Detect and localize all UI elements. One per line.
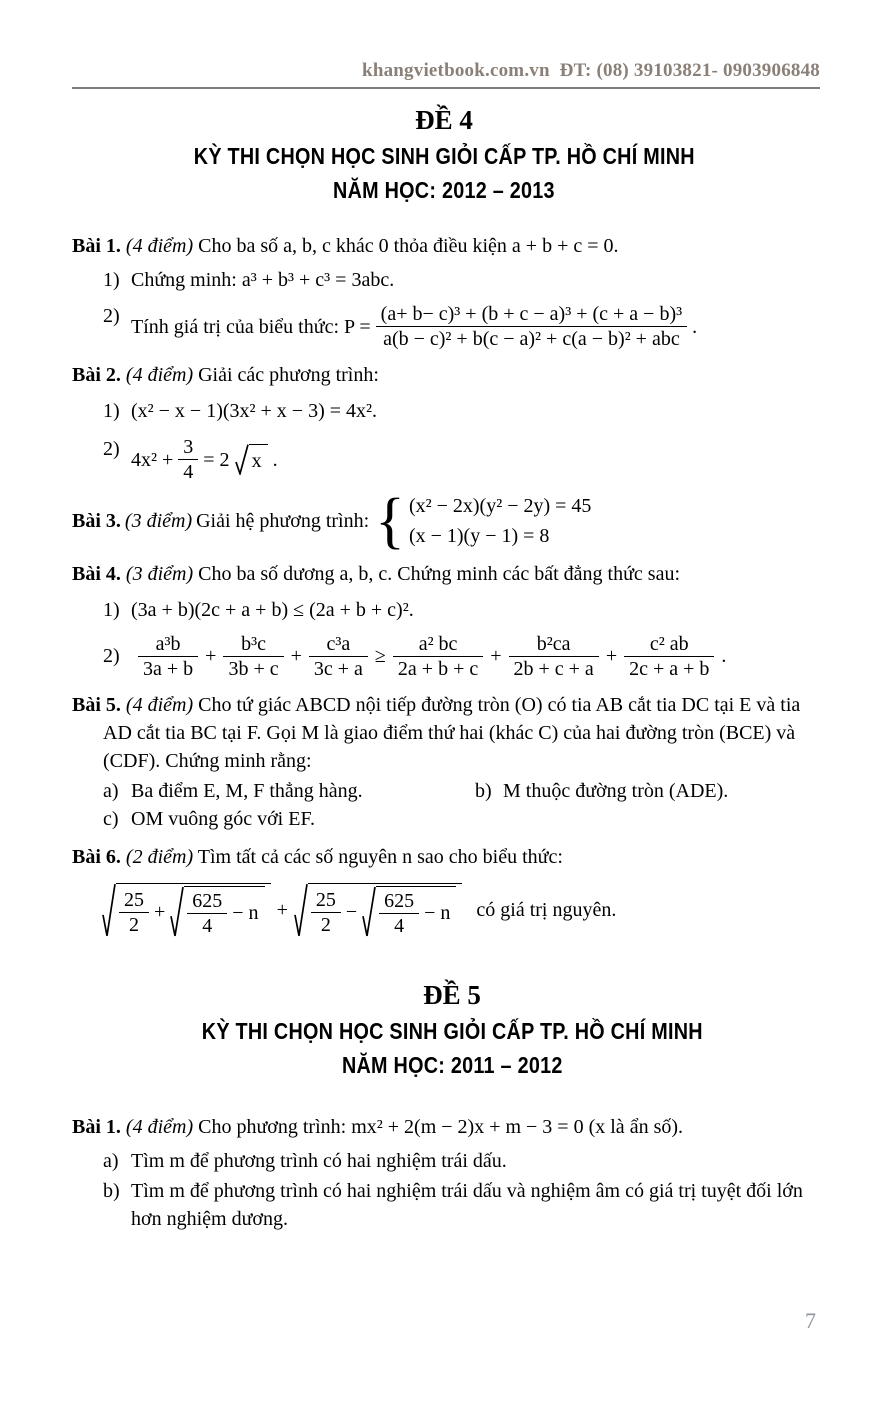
fraction [509, 632, 599, 681]
math-op: + [605, 645, 618, 667]
fraction-numerator: 625 [384, 890, 415, 912]
fraction-numerator: c³a [326, 633, 351, 655]
item-letter: b) [475, 780, 492, 802]
fraction-numerator: 3 [183, 436, 194, 458]
item-letter: a) [103, 1150, 119, 1172]
math-tail: − n [232, 902, 259, 924]
item-number: 1) [103, 400, 120, 422]
item-de4-bai2-2 [72, 435, 832, 484]
fraction-denominator: 2 [311, 912, 341, 937]
math-period: . [692, 315, 698, 338]
problem-points: (4 điểm) [125, 364, 194, 386]
math-inline: (x² − x − 1)(3x² + x − 3) = 4x². [131, 400, 378, 422]
exam-subtitle1-de4 [0, 143, 888, 170]
problem-text: Cho tứ giác ABCD nội tiếp đường tròn (O) có tia AB cắt tia DC tại E và tia AD cắt tia BC tại F. Gọi M là giao điểm thứ hai (khác C) của hai đường tròn (BCE) và (CDF). Chứng minh rằng: [103, 694, 801, 772]
radicand [184, 886, 264, 938]
fraction-denominator: 3b + c [223, 656, 283, 681]
radical-icon [235, 444, 249, 475]
fraction-denominator: 4 [187, 913, 227, 938]
item-letter: a) [103, 780, 119, 802]
item-de5-bai1-b [72, 1177, 832, 1233]
math-lhs: P = [344, 315, 371, 338]
item-text: Ba điểm E, M, F thẳng hàng. [131, 780, 363, 802]
problem-de4-bai1 [72, 232, 832, 260]
radicand [308, 883, 463, 938]
item-number: 1) [103, 599, 120, 621]
problem-label: Bài 4. [72, 563, 121, 585]
item-de4-bai5-c [72, 805, 832, 833]
item-letter: c) [103, 808, 119, 830]
item-de4-bai4-2 [72, 632, 832, 681]
radicand [116, 883, 271, 938]
fraction-numerator: b³c [241, 633, 266, 655]
exam-body [72, 232, 832, 1233]
fraction [223, 632, 283, 681]
exam-subtitle1-text: KỲ THI CHỌN HỌC SINH GIỎI CẤP TP. HỒ CHÍ MINH [193, 143, 695, 169]
item-number: 2) [103, 645, 120, 667]
problem-de4-bai5 [72, 691, 832, 775]
site-header: khangvietbook.com.vn ĐT: (08) 39103821- 0903906848 [362, 60, 820, 81]
problem-label: Bài 3. [72, 510, 121, 532]
problem-label: Bài 5. [72, 694, 121, 716]
problem-text: Cho ba số a, b, c khác 0 thỏa điều kiện [198, 235, 507, 257]
problem-de4-bai4 [72, 560, 832, 588]
math-op: + [276, 899, 288, 921]
math-equation [131, 302, 697, 351]
item-text: Tính giá trị của biểu thức: [131, 315, 339, 338]
document-page [0, 60, 888, 1333]
square-root [102, 883, 271, 938]
fraction-numerator: a² bc [418, 633, 458, 655]
math-expression-bai6 [72, 883, 832, 938]
fraction-numerator: c² ab [649, 633, 689, 655]
fraction-numerator: b²ca [536, 633, 571, 655]
item-text: Tìm m để phương trình có hai nghiệm trái dấu. [131, 1150, 507, 1172]
math-inline: mx² + 2(m − 2)x + m − 3 = 0 [351, 1116, 584, 1138]
exam-subtitle1-de5 [72, 1018, 832, 1045]
item-de4-bai5-ab [72, 777, 832, 805]
exam-subtitle2-de4 [0, 177, 888, 204]
problem-label: Bài 2. [72, 364, 121, 386]
radical-icon [170, 886, 184, 938]
item-de4-bai5-a [103, 777, 475, 805]
item-body [131, 302, 832, 351]
fraction [624, 632, 714, 681]
radical-icon [362, 886, 376, 938]
page-number: 7 [805, 1308, 816, 1333]
fraction-numerator: 25 [124, 888, 144, 911]
math-op: + [290, 645, 302, 667]
exam-de5 [72, 980, 832, 1079]
fraction [119, 888, 149, 937]
item-number: 2) [103, 305, 120, 327]
fraction-numerator: (a+ b− c)³ + (b + c − a)³ + (c + a − b)³ [380, 303, 683, 325]
system-brace: { [375, 487, 405, 555]
math-op: = 2 [203, 448, 230, 471]
header-rule [72, 87, 820, 89]
square-root [294, 883, 463, 938]
item-number: 2) [103, 438, 120, 460]
fraction-denominator: a(b − c)² + b(c − a)² + c(a − b)² + abc [376, 326, 687, 351]
radicand: x [249, 444, 268, 475]
radical-icon [294, 883, 308, 938]
math-tail: (x là ẩn số). [588, 1116, 684, 1138]
equation-1: (x² − 2x)(y² − 2y) = 45 [408, 495, 592, 517]
fraction-denominator: 2 [119, 912, 149, 937]
problem-text: Giải hệ phương trình: [196, 510, 370, 532]
equation-2: (x − 1)(y − 1) = 8 [408, 525, 550, 547]
problem-de5-bai1 [72, 1113, 832, 1141]
math-relation: ≥ [374, 645, 386, 667]
fraction-denominator: 2a + b + c [393, 656, 483, 681]
item-de4-bai2-1 [72, 397, 832, 425]
fraction-denominator: 4 [178, 459, 198, 484]
problem-label: Bài 1. [72, 1116, 121, 1138]
fraction-denominator: 3a + b [138, 656, 198, 681]
problem-de4-bai6 [72, 843, 832, 871]
fraction [311, 888, 341, 937]
math-inline: (3a + b)(2c + a + b) ≤ (2a + b + c)². [131, 599, 414, 621]
radicand [376, 886, 456, 938]
item-de5-bai1-a [72, 1147, 832, 1175]
problem-points: (4 điểm) [125, 694, 194, 716]
item-text: Chứng minh: [131, 269, 237, 291]
fraction [138, 632, 198, 681]
problem-label: Bài 1. [72, 235, 121, 257]
fraction-denominator: 4 [379, 913, 419, 938]
item-text: M thuộc đường tròn (ADE). [503, 780, 729, 802]
math-op: + [205, 645, 217, 667]
equation-system [409, 492, 591, 550]
fraction-numerator: 25 [315, 888, 336, 911]
item-letter: b) [103, 1180, 120, 1202]
math-inline: a + b + c = 0. [511, 235, 619, 257]
expression-suffix: có giá trị nguyên. [476, 899, 617, 921]
exam-subtitle2-de5 [72, 1052, 832, 1079]
problem-points: (2 điểm) [125, 846, 194, 868]
problem-text: Cho phương trình: [198, 1116, 347, 1138]
math-inline: a³ + b³ + c³ = 3abc. [241, 269, 395, 291]
item-number: 1) [103, 269, 120, 291]
item-de4-bai1-2 [72, 302, 832, 351]
problem-label: Bài 6. [72, 846, 121, 868]
problem-points: (4 điểm) [125, 235, 194, 257]
problem-de4-bai2 [72, 361, 832, 389]
fraction [379, 889, 419, 938]
fraction [187, 889, 227, 938]
exam-de4 [0, 105, 888, 204]
fraction-numerator: a³b [155, 633, 181, 655]
fraction [376, 302, 687, 351]
exam-title-de5: ĐỀ 5 [423, 980, 481, 1010]
exam-title-de4: ĐỀ 4 [415, 105, 473, 135]
fraction [309, 632, 368, 681]
fraction-denominator: 3c + a [309, 656, 368, 681]
problem-text: Tìm tất cả các số nguyên n sao cho biểu thức: [197, 846, 563, 868]
item-body [131, 435, 832, 484]
problem-points: (4 điểm) [125, 1116, 194, 1138]
problem-points: (3 điểm) [125, 563, 194, 585]
exam-subtitle2-text: NĂM HỌC: 2011 – 2012 [341, 1052, 563, 1078]
radical-icon [102, 883, 116, 938]
item-de4-bai1-1 [72, 266, 832, 294]
problem-text: Giải các phương trình: [198, 364, 379, 386]
square-root-inner [170, 886, 264, 938]
item-body [131, 266, 832, 294]
square-root-inner [362, 886, 456, 938]
math-lhs: 4x² + [131, 448, 174, 471]
exam-subtitle2-text: NĂM HỌC: 2012 – 2013 [333, 177, 555, 203]
math-equation [131, 435, 278, 484]
exam-subtitle1-text: KỲ THI CHỌN HỌC SINH GIỎI CẤP TP. HỒ CHÍ MINH [201, 1018, 703, 1044]
fraction-denominator: 2c + a + b [624, 656, 714, 681]
square-root [235, 444, 268, 475]
item-de4-bai5-b [475, 777, 728, 805]
fraction-denominator: 2b + c + a [509, 656, 599, 681]
math-period: . [272, 448, 278, 471]
math-op: + [154, 900, 166, 923]
math-period: . [721, 645, 727, 667]
item-de4-bai4-1 [72, 596, 832, 624]
math-op: − [345, 900, 358, 923]
math-tail: − n [424, 902, 451, 924]
fraction [178, 435, 198, 484]
fraction-numerator: 625 [192, 890, 223, 912]
math-op: + [490, 645, 502, 667]
item-text: Tìm m để phương trình có hai nghiệm trái dấu và nghiệm âm có giá trị tuyệt đối lớn hơn nghiệm dương. [131, 1180, 803, 1230]
problem-de4-bai3 [72, 487, 832, 555]
problem-text: Cho ba số dương a, b, c. Chứng minh các bất đẳng thức sau: [198, 563, 681, 585]
fraction [393, 632, 483, 681]
problem-points: (3 điểm) [124, 510, 193, 532]
item-text: OM vuông góc với EF. [131, 808, 315, 830]
